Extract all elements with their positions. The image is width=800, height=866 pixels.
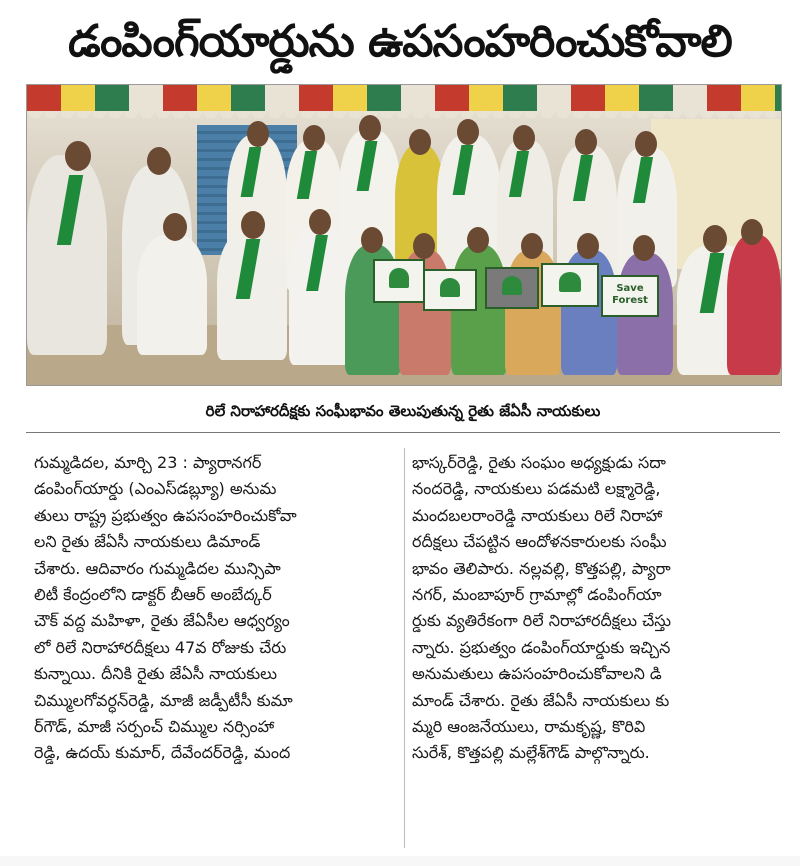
person-head (247, 121, 269, 147)
article-line: న్నారు. ప్రభుత్వం డంపింగ్‌యార్డుకు ఇచ్చిన (412, 637, 671, 657)
person-head (147, 147, 171, 175)
person-head (65, 141, 91, 171)
photo-caption: రిలే నిరాహారదీక్షకు సంఘీభావం తెలుపుతున్న రైతు జేఏసీ నాయకులు (205, 402, 601, 420)
person-head (413, 233, 435, 259)
person-head (741, 219, 763, 245)
person-head (241, 211, 265, 239)
page-bottom-edge (0, 856, 800, 866)
person-head (303, 125, 325, 151)
article-line: చౌక్ వద్ద మహిళా, రైతు జేఏసీల ఆధ్వర్యం (34, 611, 290, 631)
article-line: గుమ్మడిదల, మార్చి 23 : ప్యారానగర్ (34, 453, 262, 472)
article-line: చిమ్ములగోవర్ధన్‌రెడ్డి, మాజీ జడ్పీటీసీ కుమా (34, 690, 293, 710)
person-head (359, 115, 381, 141)
placard-save-forest (601, 275, 659, 317)
person-head (457, 119, 479, 145)
placard (541, 263, 599, 307)
article-line: అనుమతులు ఉపసంహరించుకోవాలని డి (412, 664, 662, 684)
placard (485, 267, 539, 309)
person-head (635, 131, 657, 157)
person-head (703, 225, 727, 253)
person-head (577, 233, 599, 259)
placard (423, 269, 477, 311)
article-line: మ్మరి ఆంజనేయులు, రామకృష్ణ, కొరివి (412, 717, 646, 737)
person-head (163, 213, 187, 241)
person (727, 235, 781, 375)
article-line: చేశారు. ఆదివారం గుమ్మడిదల మున్సిపా (34, 558, 281, 578)
article-line: రదీక్షలు చేపట్టిన ఆందోళనకారులకు సంఘీ (412, 532, 667, 552)
news-photo (26, 84, 782, 386)
article-line: మాండ్ చేశారు. రైతు జేఏసీ నాయకులు కు (412, 690, 670, 710)
article-line: డంపింగ్‌యార్డు (ఎంఎస్‌డబ్ల్యూ) అనుమ (34, 479, 277, 499)
person (137, 235, 207, 355)
article-line: భాస్కర్‌రెడ్డి, రైతు సంఘం అధ్యక్షుడు సదా (412, 453, 666, 472)
column-divider (404, 448, 405, 848)
person-head (309, 209, 331, 235)
person-head (521, 233, 543, 259)
article-line: నందరెడ్డి, నాయకులు పడమటి లక్ష్మారెడ్డి, (412, 479, 661, 499)
person-head (467, 227, 489, 253)
article-line: మందబలరాంరెడ్డి నాయకులు రిలే నిరాహా (412, 505, 663, 525)
article-line: ర్డుకు వ్యతిరేకంగా రిలే నిరాహారదీక్షలు చేస్తు (412, 611, 672, 631)
article-line: లిటీ కేంద్రంలోని డాక్టర్ బీఆర్ అంబేద్కర్ (34, 585, 272, 605)
headline: డంపింగ్‌యార్డును ఉపసంహరించుకోవాలి (68, 16, 732, 67)
article-line: లో రిలే నిరాహారదీక్షలు 47వ రోజుకు చేరు (34, 637, 287, 657)
person-head (361, 227, 383, 253)
placard-text: Save Forest (612, 283, 648, 306)
person-head (409, 129, 431, 155)
article-column-left (34, 450, 400, 850)
placard (373, 259, 425, 303)
article-line: నగర్, మంబాపూర్ గ్రామాల్లో డంపింగ్‌యా (412, 585, 662, 605)
tent-canopy (27, 85, 781, 111)
article-line: రెడ్డి, ఉదయ్ కుమార్, దేవేందర్‌రెడ్డి, మంద (34, 743, 291, 763)
article-line: లని రైతు జేఏసీ నాయకులు డిమాండ్ (34, 532, 261, 552)
article-line: సురేశ్, కొత్తపల్లి మల్లేశ్‌గౌడ్ పాల్గొన్నారు. (412, 743, 650, 763)
caption-divider (26, 432, 780, 433)
article-line: కున్నాయి. దీనికి రైతు జేఏసీ నాయకులు (34, 664, 277, 684)
article-line: తులు రాష్ట్ర ప్రభుత్వం ఉపసంహరించుకోవా (34, 505, 297, 525)
tent-fringe (27, 111, 781, 119)
article-line: ర్‌గౌడ్, మాజీ సర్పంచ్ చిమ్ముల నర్సింహా (34, 717, 275, 737)
article-column-right (412, 450, 778, 850)
person-head (633, 235, 655, 261)
person-head (513, 125, 535, 151)
article-line: భావం తెలిపారు. నల్లవల్లి, కొత్తపల్లి, ప్యారా (412, 558, 671, 578)
person-head (575, 129, 597, 155)
